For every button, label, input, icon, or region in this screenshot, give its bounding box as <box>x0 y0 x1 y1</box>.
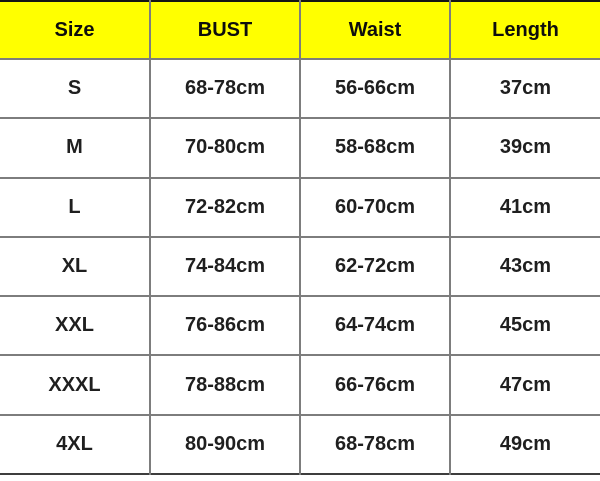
cell-bust: 70-80cm <box>150 118 300 177</box>
cell-size: S <box>0 59 150 118</box>
cell-waist: 58-68cm <box>300 118 450 177</box>
cell-length: 41cm <box>450 178 600 237</box>
cell-length: 47cm <box>450 355 600 414</box>
cell-size: 4XL <box>0 415 150 474</box>
cell-waist: 62-72cm <box>300 237 450 296</box>
cell-bust: 78-88cm <box>150 355 300 414</box>
cell-bust: 72-82cm <box>150 178 300 237</box>
cell-length: 49cm <box>450 415 600 474</box>
cell-waist: 56-66cm <box>300 59 450 118</box>
table-row <box>0 415 600 474</box>
cell-waist: 60-70cm <box>300 178 450 237</box>
table-row <box>0 178 600 237</box>
cell-length: 37cm <box>450 59 600 118</box>
table-row <box>0 237 600 296</box>
cell-bust: 68-78cm <box>150 59 300 118</box>
header-length: Length <box>450 1 600 59</box>
cell-bust: 76-86cm <box>150 296 300 355</box>
header-bust: BUST <box>150 1 300 59</box>
cell-waist: 66-76cm <box>300 355 450 414</box>
cell-size: XXL <box>0 296 150 355</box>
header-size: Size <box>0 1 150 59</box>
cell-length: 45cm <box>450 296 600 355</box>
table-row <box>0 118 600 177</box>
table-row <box>0 296 600 355</box>
cell-waist: 68-78cm <box>300 415 450 474</box>
table-row <box>0 59 600 118</box>
cell-waist: 64-74cm <box>300 296 450 355</box>
cell-size: XXXL <box>0 355 150 414</box>
header-waist: Waist <box>300 1 450 59</box>
header-row <box>0 1 600 59</box>
cell-length: 39cm <box>450 118 600 177</box>
cell-size: XL <box>0 237 150 296</box>
table-row <box>0 355 600 414</box>
cell-bust: 80-90cm <box>150 415 300 474</box>
cell-length: 43cm <box>450 237 600 296</box>
cell-size: M <box>0 118 150 177</box>
cell-bust: 74-84cm <box>150 237 300 296</box>
cell-size: L <box>0 178 150 237</box>
